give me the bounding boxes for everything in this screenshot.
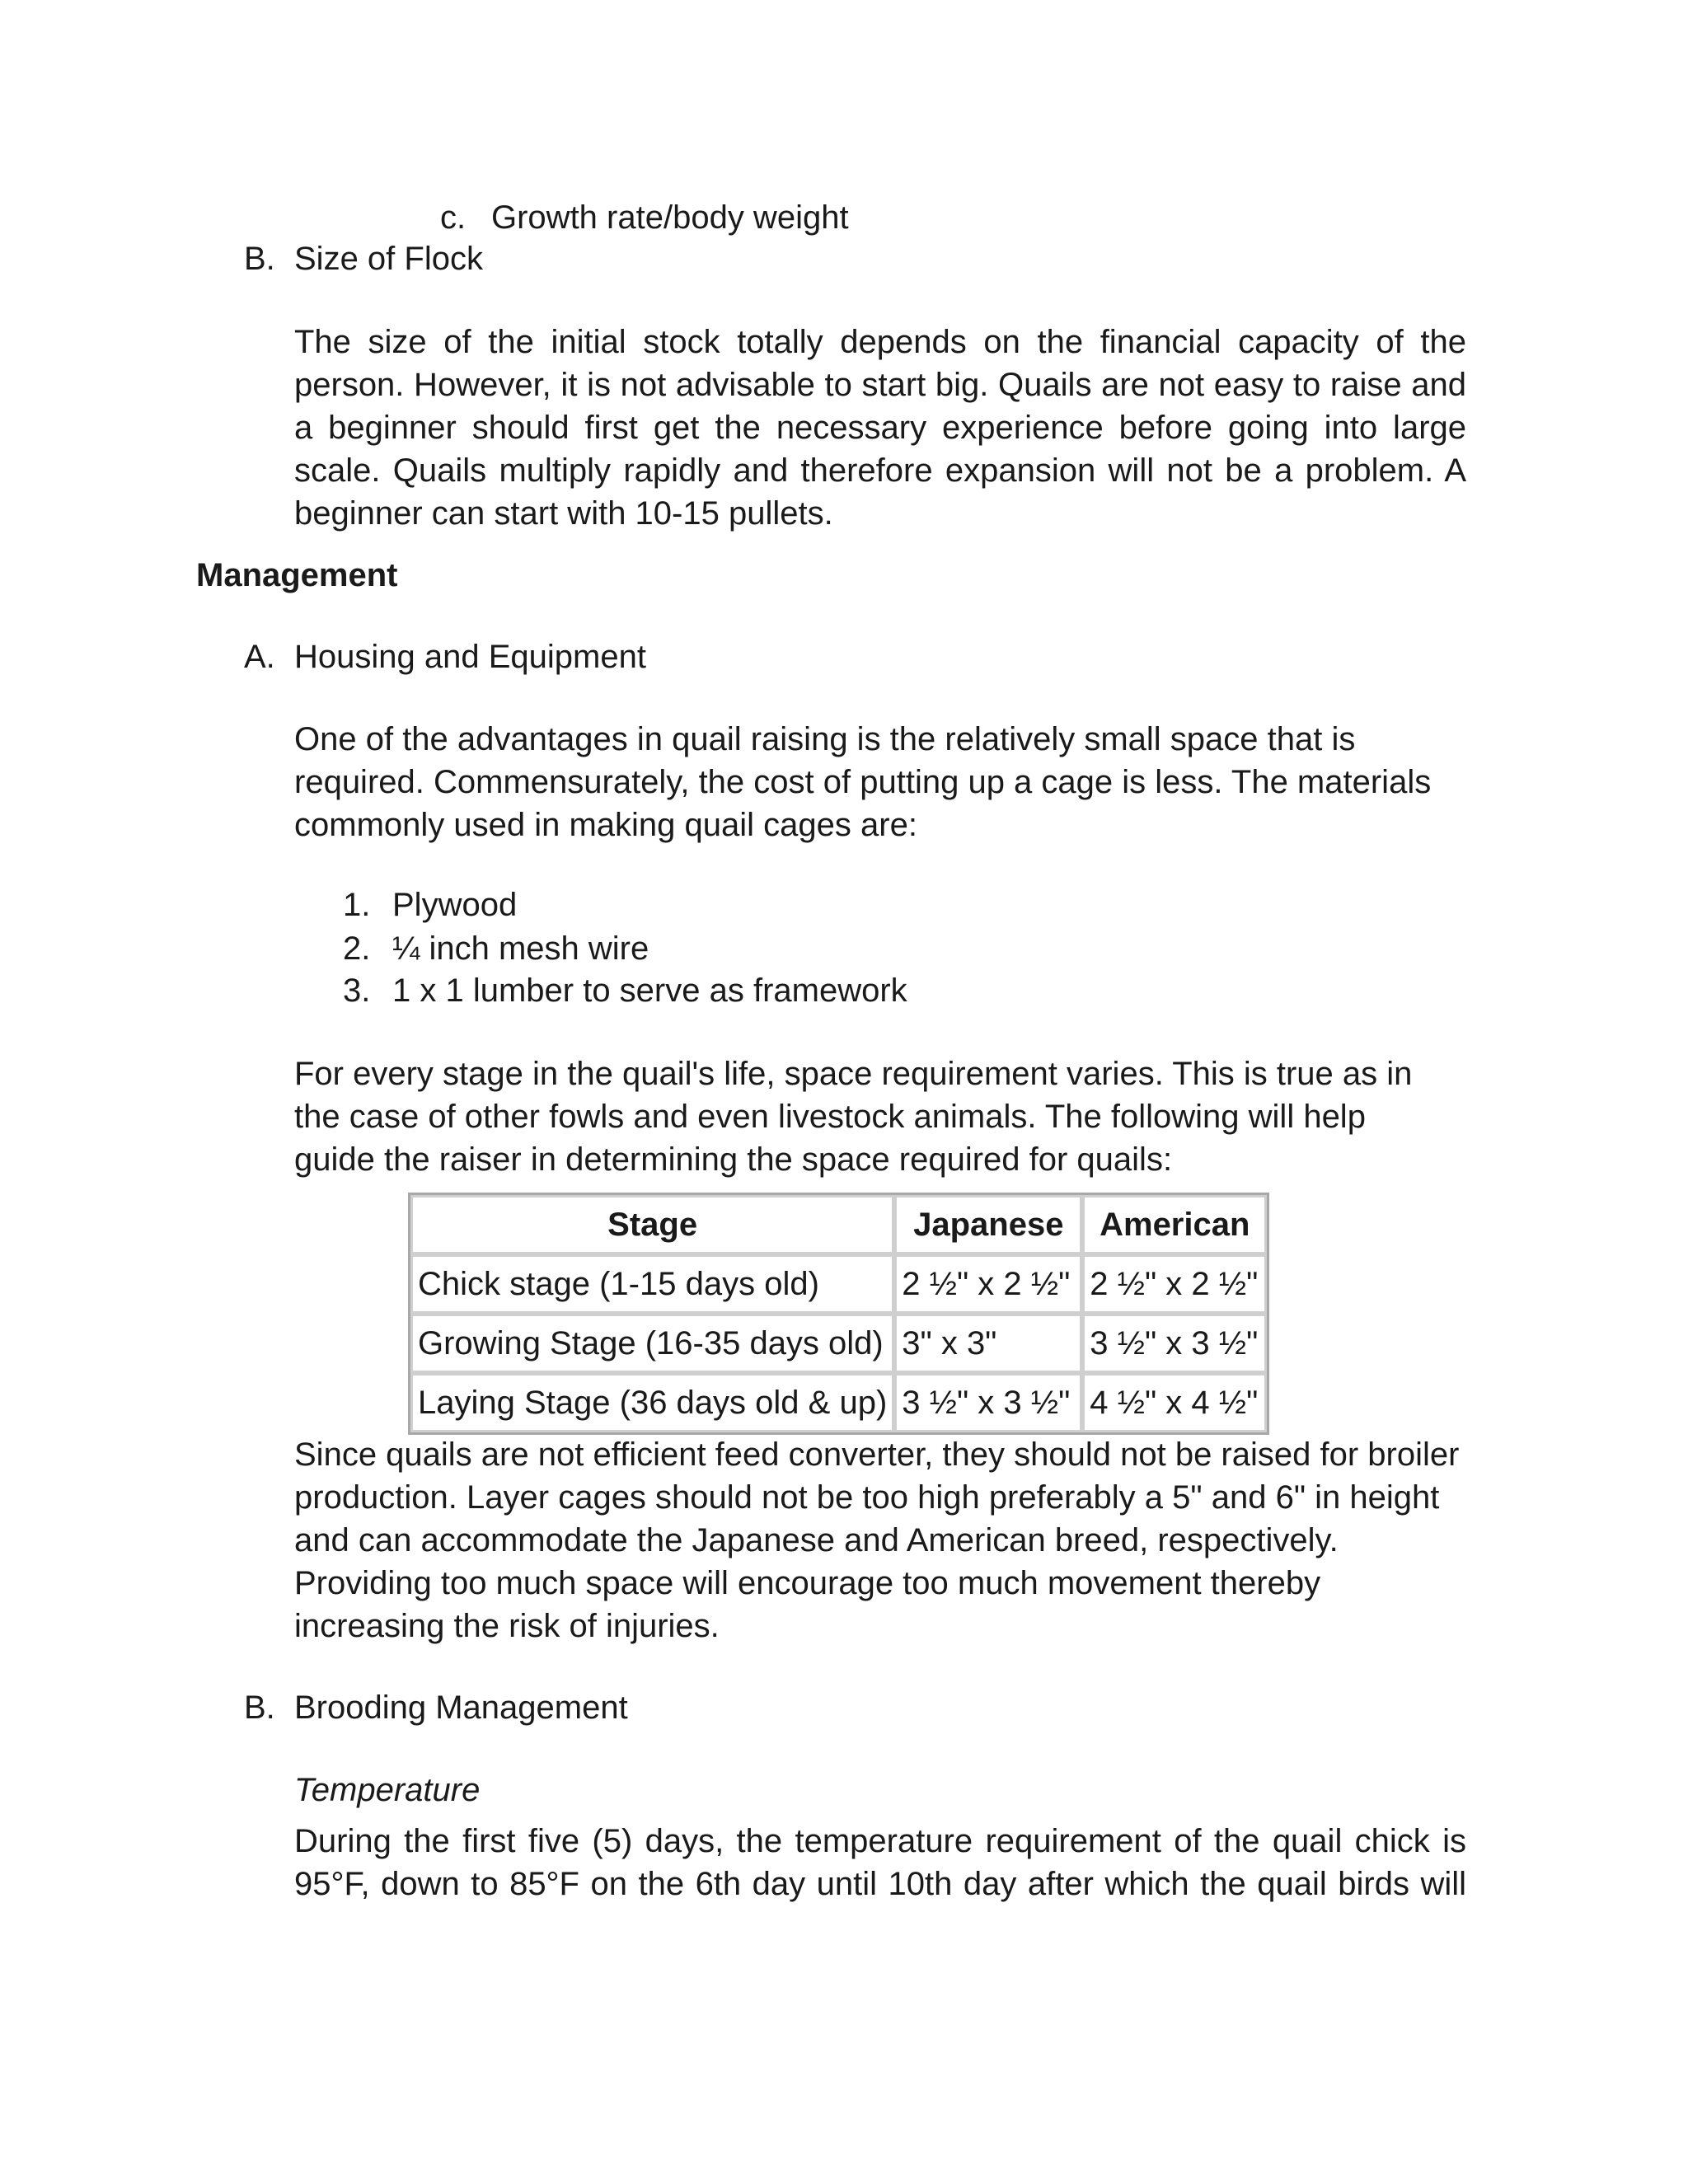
list-marker: 1. [343,887,371,923]
space-paragraph: For every stage in the quail's life, space requirement varies. This is true as in the case of other fowls and even livestock animals. The following will help guide the raiser in determining the space required for quails: [294,1056,1413,1178]
management-heading: Management [196,557,398,593]
column-header-american: American [1082,1195,1267,1254]
table-row [410,1254,1267,1314]
table-cell: Laying Stage (36 days old & up) [410,1373,894,1432]
column-header-stage: Stage [410,1195,894,1254]
table-row [410,1314,1267,1373]
list-marker: A. [244,639,275,675]
temperature-subheading: Temperature [294,1772,481,1808]
table-cell: 3 ½" x 3 ½" [1082,1314,1267,1373]
flock-paragraph: The size of the initial stock totally depends on the financial capacity of the person. However, it is not advisable to start big. Quails are not easy to raise and a beginner should first get the necessary experience before going into large scale. Quails multiply rapidly and therefore expansion will not be a problem. A beginner can start with 10-15 pullets. [294,324,1466,532]
table-cell: Growing Stage (16-35 days old) [410,1314,894,1373]
section-title: Brooding Management [294,1690,628,1726]
cage-paragraph: Since quails are not efficient feed converter, they should not be raised for broiler production. Layer cages should not be too high preferably a 5" and 6" in height and can accommodate the Japanese and American breed, respectively. Providing too much space will encourage too much movement thereby increasing the risk of injuries. [294,1436,1460,1644]
list-marker: c. [440,199,467,236]
table-cell: Chick stage (1-15 days old) [410,1254,894,1314]
table-cell: 3 ½" x 3 ½" [894,1373,1082,1432]
list-item-text: Plywood [392,887,518,923]
housing-paragraph: One of the advantages in quail raising is the relatively small space that is required. Commensurately, the cost of putting up a cage is less. The materials commonly used in making quail cages are: [294,721,1432,843]
table-cell: 2 ½" x 2 ½" [1082,1254,1267,1314]
temperature-paragraph: During the first five (5) days, the temperature requirement of the quail chick is 95°F, down to 85°F on the 6th day until 10th day after which the quail birds will [294,1823,1466,1902]
section-title: Size of Flock [294,241,483,277]
table-cell: 4 ½" x 4 ½" [1082,1373,1267,1432]
list-marker: 3. [343,972,371,1009]
column-header-japanese: Japanese [894,1195,1082,1254]
list-marker: B. [244,1690,275,1726]
table-row [410,1373,1267,1432]
list-marker: 2. [343,930,371,967]
table-header-row [410,1195,1267,1254]
section-title: Housing and Equipment [294,639,646,675]
space-requirement-table [408,1193,1269,1435]
list-item-text: ¼ inch mesh wire [392,930,649,967]
list-marker: B. [244,241,275,277]
table-cell: 3" x 3" [894,1314,1082,1373]
list-item-text: 1 x 1 lumber to serve as framework [392,972,907,1009]
table-cell: 2 ½" x 2 ½" [894,1254,1082,1314]
list-item-text: Growth rate/body weight [491,199,849,236]
